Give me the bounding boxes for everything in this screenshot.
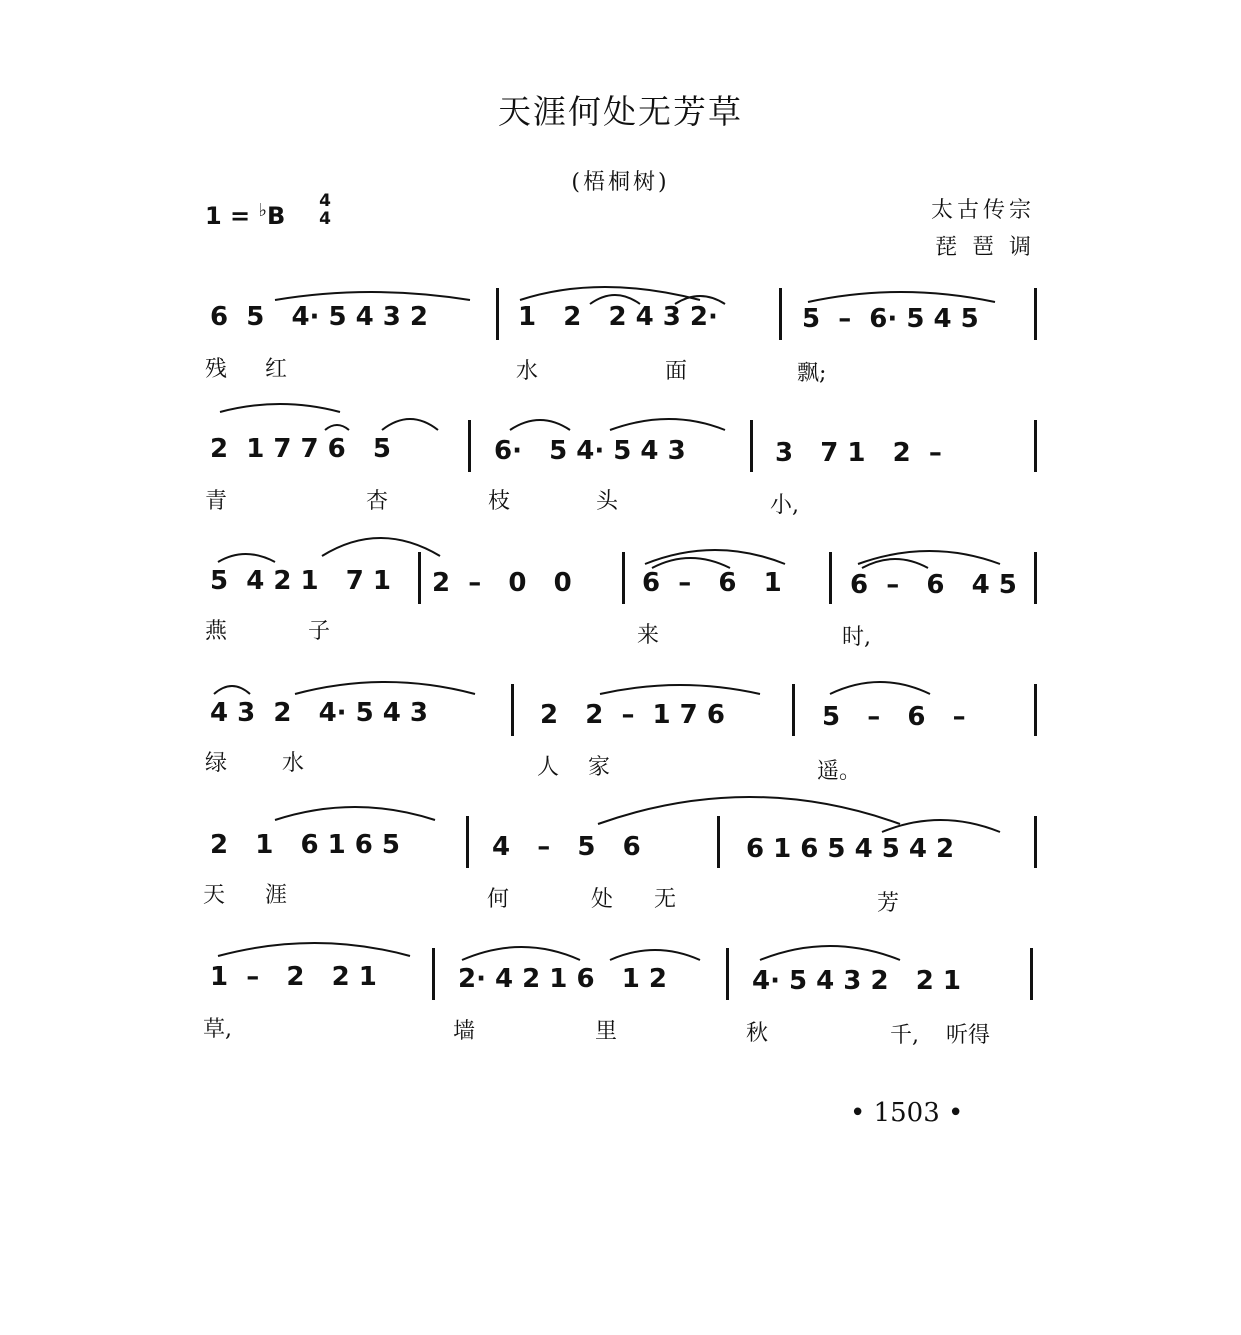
lyric: 时,: [842, 625, 871, 650]
lyric: 小,: [770, 493, 799, 518]
bar-line: [1030, 948, 1033, 1000]
lyric: 面: [665, 359, 688, 384]
bar-line: [750, 420, 753, 472]
lyric: 芳: [877, 891, 900, 916]
song-title: 天涯何处无芳草: [498, 92, 743, 131]
lyric: 水: [282, 751, 305, 776]
flat-sign: ♭: [258, 200, 268, 221]
credit-mode: 琵 琶 调: [935, 235, 1035, 260]
measure-4: 2 1 7 7 6 5: [210, 434, 391, 464]
bar-line: [496, 288, 499, 340]
bar-line: [1034, 552, 1037, 604]
bar-line: [468, 420, 471, 472]
lyric: 头: [596, 489, 619, 514]
slur-marks: [0, 566, 1241, 626]
bar-line: [622, 552, 625, 604]
measure-16: 6 1 6 5 4 5 4 2: [746, 834, 955, 864]
bar-line: [717, 816, 720, 868]
lyric: 处: [591, 887, 614, 912]
measure-9: 6 – 6 1: [642, 568, 782, 598]
lyric: 水: [516, 359, 539, 384]
bar-line: [1034, 288, 1037, 340]
lyric: 里: [595, 1019, 618, 1044]
measure-19: 4· 5 4 3 2 2 1: [752, 966, 961, 996]
lyric: 遥。: [817, 759, 862, 784]
bar-line: [829, 552, 832, 604]
lyric: 子: [308, 619, 331, 644]
tune-name: (梧桐树): [571, 170, 670, 195]
measure-18: 2· 4 2 1 6 1 2: [458, 964, 667, 994]
lyric: 何: [487, 887, 510, 912]
measure-7: 5 4 2 1 7 1: [210, 566, 391, 596]
bar-line: [432, 948, 435, 1000]
lyric: 家: [588, 755, 611, 780]
lyric: 飘;: [797, 361, 827, 386]
measure-5: 6· 5 4· 5 4 3: [494, 436, 686, 466]
bar-line: [792, 684, 795, 736]
bar-line: [418, 552, 421, 604]
lyric: 墙: [453, 1019, 476, 1044]
bar-line: [779, 288, 782, 340]
bar-line: [511, 684, 514, 736]
measure-12: 2 2 – 1 7 6: [540, 700, 725, 730]
lyric: 来: [637, 623, 660, 648]
page-number: • 1503 •: [850, 1098, 964, 1128]
lyric: 天: [203, 883, 226, 908]
bar-line: [726, 948, 729, 1000]
lyric: 无: [654, 887, 677, 912]
measure-11: 4 3 2 4· 5 4 3: [210, 698, 428, 728]
lyric: 枝: [488, 489, 511, 514]
measure-10: 6 – 6 4 5: [850, 570, 1017, 600]
lyric: 听得: [946, 1023, 991, 1048]
measure-15: 4 – 5 6: [492, 832, 641, 862]
measure-13: 5 – 6 –: [822, 702, 966, 732]
measure-3: 5 – 6· 5 4 5: [802, 304, 979, 334]
bar-line: [1034, 420, 1037, 472]
time-signature: [315, 192, 335, 228]
lyric: 秋: [746, 1021, 769, 1046]
measure-2: 1 2 2 4 3 2·: [518, 302, 718, 332]
measure-8: 2 – 0 0: [432, 568, 572, 598]
measure-14: 2 1 6 1 6 5: [210, 830, 401, 860]
lyric: 燕: [205, 619, 228, 644]
measure-6: 3 7 1 2 –: [775, 438, 942, 468]
credit-source: 太古传宗: [930, 198, 1035, 223]
time-signature-bottom: 4: [319, 209, 331, 229]
lyric: 残: [205, 357, 228, 382]
measure-17: 1 – 2 2 1: [210, 962, 377, 992]
key-note: B: [267, 202, 286, 230]
bar-line: [1034, 816, 1037, 868]
lyric: 涯: [265, 883, 288, 908]
lyric: 绿: [205, 751, 228, 776]
time-signature-top: 4: [319, 191, 331, 211]
bar-line: [466, 816, 469, 868]
lyric: 草,: [203, 1017, 232, 1042]
lyric: 红: [265, 357, 288, 382]
key-prefix: 1 =: [205, 202, 259, 230]
bar-line: [1034, 684, 1037, 736]
measure-1: 6 5 4· 5 4 3 2: [210, 302, 428, 332]
lyric: 杏: [366, 489, 389, 514]
lyric: 人: [537, 755, 560, 780]
key-signature: [205, 191, 331, 230]
lyric: 千,: [890, 1023, 919, 1048]
lyric: 青: [205, 489, 228, 514]
